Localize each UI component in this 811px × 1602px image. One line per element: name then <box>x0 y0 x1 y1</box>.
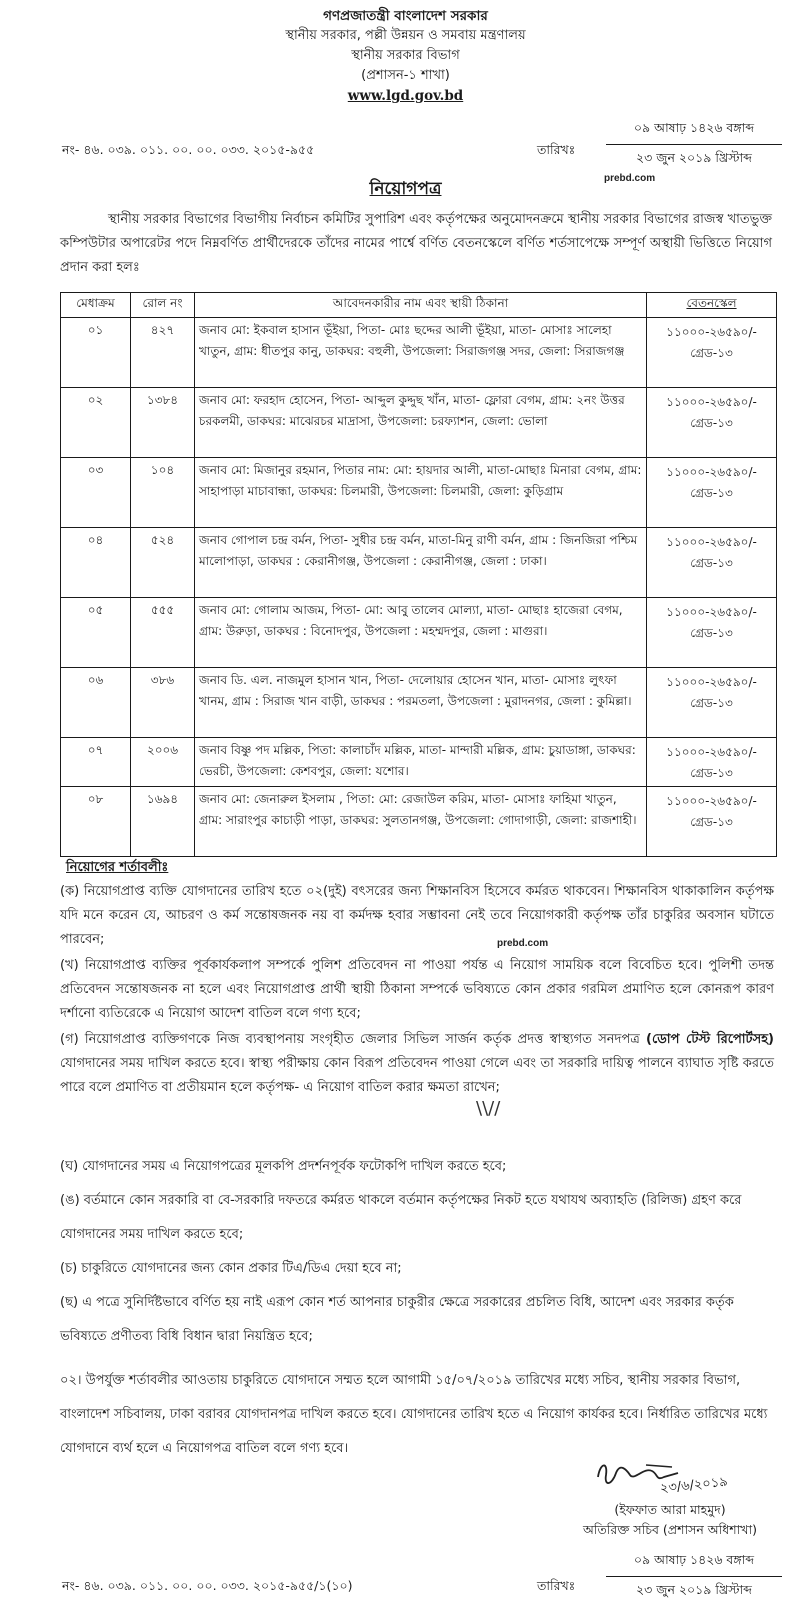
division-name: স্থানীয় সরকার বিভাগ <box>351 48 460 63</box>
details-cell: জনাব ডি. এল. নাজমুল হাসান খান, পিতা- দেলোয়ার হোসেন খান, মাতা- মোসাঃ লুৎফা খানম, গ্রাম : সিরাজ খান বাড়ী, ডাকঘর : পরমতলা, উপজেলা : মুরাদনগর, জেলা : কুমিল্লা। <box>195 668 647 738</box>
roll-cell: ১৬৯৪ <box>131 787 195 857</box>
merit-cell: ০৪ <box>61 528 131 598</box>
table-row <box>61 318 777 388</box>
table-row <box>61 787 777 857</box>
government-name: গণপ্রজাতন্ত্রী বাংলাদেশ সরকার <box>323 8 488 24</box>
condition-cha: (চ) চাকুরিতে যোগদানের জন্য কোন প্রকার টিএ/ডিএ দেয়া হবে না; <box>60 1261 402 1276</box>
table-row <box>61 738 777 787</box>
footer-date-bengali: ০৯ আষাঢ় ১৪২৬ বঙ্গাব্দ <box>606 1552 782 1577</box>
scale-text: ১১০০০-২৬৫৯০/- <box>666 745 757 759</box>
signatory-name: (ইফফাত আরা মাহমুদ) <box>614 1502 726 1517</box>
scale-text: ১১০০০-২৬৫৯০/- <box>666 535 757 549</box>
watermark-text: prebd.com <box>497 938 549 949</box>
details-cell: জনাব মো: ইকবাল হাসান ভূঁইয়া, পিতা- মোঃ ছদ্দের আলী ভূঁইয়া, মাতা- মোসাঃ সালেহা খাতুন, গ্রাম: ধীতপুর কানু, ডাকঘর: বহুলী, উপজেলা: সিরাজগঞ্জ সদর, জেলা: সিরাজগঞ্জ <box>195 318 647 388</box>
footer-issue-date <box>606 1552 782 1602</box>
column-header-pay-scale: বেতনস্কেল <box>647 293 777 318</box>
roll-cell: ৫৫৫ <box>131 598 195 668</box>
roll-cell: ৩৮৬ <box>131 668 195 738</box>
grade-text: গ্রেড-১৩ <box>690 696 733 710</box>
joining-instructions: ০২। উপর্যুক্ত শর্তাবলীর আওতায় চাকুরিতে যোগদানে সম্মত হলে আগামী ১৫/০৭/২০১৯ তারিখের মধ্যে সচিব, স্থানীয় সরকার বিভাগ, বাংলাদেশ সচিবালয়, ঢাকা বরাবর যোগদানপত্র দাখিল করতে হবে। যোগদানের তারিখ হতে এ নিয়োগ কার্যকর হবে। নির্ধারিত তারিখের মধ্যে যোগদানে ব্যর্থ হলে এ নিয়োগপত্র বাতিল বলে গণ্য হবে। <box>60 1373 768 1456</box>
roll-cell: ১৩৮৪ <box>131 388 195 458</box>
column-header-merit: মেধাক্রম <box>61 293 131 318</box>
date-bengali: ০৯ আষাঢ় ১৪২৬ বঙ্গাব্দ <box>606 120 782 145</box>
footer-date-label: তারিখঃ <box>537 1578 576 1593</box>
document-title: নিয়োগপত্র <box>369 179 442 199</box>
scale-text: ১১০০০-২৬৫৯০/- <box>666 325 757 339</box>
signature-date: ২৩/৬/২০১৯ <box>659 1474 729 1497</box>
pay-scale-cell <box>647 738 777 787</box>
pay-scale-cell <box>647 787 777 857</box>
table-row <box>61 458 777 528</box>
pay-scale-cell <box>647 598 777 668</box>
roll-cell: ৫২৪ <box>131 528 195 598</box>
condition-ga-text: (গ) নিয়োগপ্রাপ্ত ব্যক্তিগণকে নিজ ব্যবস্থাপনায় সংগৃহীত জেলার সিভিল সার্জন কর্তৃক প্রদত্ত স্বাস্থ্যগত সনদপত্র <box>60 1032 647 1047</box>
condition-gha: (ঘ) যোগদানের সময় এ নিয়োগপত্রের মূলকপি প্রদর্শনপূর্বক ফটোকপি দাখিল করতে হবে; <box>60 1159 507 1174</box>
grade-text: গ্রেড-১৩ <box>690 766 733 780</box>
details-cell: জনাব মো: মিজানুর রহমান, পিতার নাম: মো: হায়দার আলী, মাতা-মোছাঃ মিনারা বেগম, গ্রাম: সাহাপাড়া মাচাবান্ধা, ডাকঘর: চিলমারী, উপজেলা: চিলমারী, জেলা: কুড়িগ্রাম <box>195 458 647 528</box>
ministry-name: স্থানীয় সরকার, পল্লী উন্নয়ন ও সমবায় মন্ত্রণালয় <box>285 28 526 43</box>
merit-cell: ০৩ <box>61 458 131 528</box>
watermark-text: prebd.com <box>604 173 656 184</box>
merit-cell: ০৭ <box>61 738 131 787</box>
table-header-row <box>61 293 777 318</box>
pen-mark: \\// <box>476 1098 501 1119</box>
details-cell: জনাব মো: জেনারুল ইসলাম , পিতা: মো: রেজাউল করিম, মাতা- মোসাঃ ফাহিমা খাতুন, গ্রাম: সারাংপুর কাচাড়ী পাড়া, ডাকঘর: সুলতানগঞ্জ, উপজেলা: গোদাগাড়ী, জেলা: রাজশাহী। <box>195 787 647 857</box>
table-row <box>61 388 777 458</box>
table-row <box>61 598 777 668</box>
merit-cell: ০১ <box>61 318 131 388</box>
grade-text: গ্রেড-১৩ <box>690 486 733 500</box>
website-link[interactable]: www.lgd.gov.bd <box>347 88 464 104</box>
candidate-table <box>60 292 777 857</box>
signatory-designation: অতিরিক্ত সচিব (প্রশাসন অধিশাখা) <box>583 1522 757 1537</box>
column-header-name-address: আবেদনকারীর নাম এবং স্থায়ী ঠিকানা <box>195 293 647 318</box>
intro-paragraph: স্থানীয় সরকার বিভাগের বিভাগীয় নির্বাচন কমিটির সুপারিশ এবং কর্তৃপক্ষের অনুমোদনক্রমে স্থানীয় সরকার বিভাগের রাজস্ব খাতভুক্ত কম্পিউটার অপারেটর পদে নিম্নবর্ণিত প্রার্থীদেরকে তাঁদের নামের পার্শ্বে বর্ণিত বেতনস্কেলে বর্ণিত শর্তসাপেক্ষে সম্পূর্ণ অস্থায়ী ভিত্তিতে নিয়োগ প্রদান করা হলঃ <box>60 212 772 275</box>
condition-chha: (ছ) এ পত্রে সুনির্দিষ্টভাবে বর্ণিত হয় নাই এরূপ কোন শর্ত আপনার চাকুরীর ক্ষেত্রে সরকারের প্রচলিত বিধি, আদেশ এবং সরকার কর্তৃক ভবিষ্যতে প্রণীতব্য বিধি বিধান দ্বারা নিয়ন্ত্রিত হবে; <box>60 1295 734 1344</box>
roll-cell: ৪২৭ <box>131 318 195 388</box>
condition-kha: (খ) নিয়োগপ্রাপ্ত ব্যক্তির পূর্বকার্যকলাপ সম্পর্কে পুলিশ প্রতিবেদন না পাওয়া পর্যন্ত এ নিয়োগ সাময়িক বলে বিবেচিত হবে। পুলিশী তদন্ত প্রতিবেদন সন্তোষজনক না হলে এবং নিয়োগপ্রাপ্ত প্রার্থী স্থায়ী ঠিকানা সম্পর্কে ভবিষ্যতে কোন প্রকার গরমিল প্রমাণিত হলে কোনরূপ কারণ দর্শানো ব্যতিরেকে এ নিয়োগ আদেশ বাতিল বলে গণ্য হবে; <box>60 958 774 1021</box>
pay-scale-cell <box>647 458 777 528</box>
scale-text: ১১০০০-২৬৫৯০/- <box>666 605 757 619</box>
date-label: তারিখঃ <box>537 142 576 157</box>
pay-scale-cell <box>647 318 777 388</box>
memo-number: নং- ৪৬. ০৩৯. ০১১. ০০. ০০. ০৩৩. ২০১৫-৯৫৫ <box>62 142 315 157</box>
merit-cell: ০২ <box>61 388 131 458</box>
scale-text: ১১০০০-২৬৫৯০/- <box>666 675 757 689</box>
roll-cell: ১০৪ <box>131 458 195 528</box>
table-row <box>61 528 777 598</box>
roll-cell: ২০০৬ <box>131 738 195 787</box>
table-row <box>61 668 777 738</box>
grade-text: গ্রেড-১৩ <box>690 556 733 570</box>
footer-memo-number: নং- ৪৬. ০৩৯. ০১১. ০০. ০০. ০৩৩. ২০১৫-৯৫৫/১(১০) <box>62 1578 353 1593</box>
merit-cell: ০৬ <box>61 668 131 738</box>
grade-text: গ্রেড-১৩ <box>690 346 733 360</box>
pay-scale-cell <box>647 528 777 598</box>
scale-text: ১১০০০-২৬৫৯০/- <box>666 395 757 409</box>
details-cell: জনাব মো: ফরহাদ হোসেন, পিতা- আব্দুল কুদ্দুছ খাঁন, মাতা- ফ্লোরা বেগম, গ্রাম: ২নং উত্তর চরকলমী, ডাকঘর: মাঝেরচর মাদ্রাসা, উপজেলা: চরফ্যাশন, জেলা: ভোলা <box>195 388 647 458</box>
condition-uma: (ঙ) বর্তমানে কোন সরকারি বা বে-সরকারি দফতরে কর্মরত থাকলে বর্তমান কর্তৃপক্ষের নিকট হতে যথাযথ অব্যাহতি (রিলিজ) গ্রহণ করে যোগদানের সময় দাখিল করতে হবে; <box>60 1193 742 1242</box>
grade-text: গ্রেড-১৩ <box>690 416 733 430</box>
column-header-roll: রোল নং <box>131 293 195 318</box>
date-gregorian: ২৩ জুন ২০১৯ খ্রিস্টাব্দ <box>636 150 752 165</box>
merit-cell: ০৮ <box>61 787 131 857</box>
details-cell: জনাব মো: গোলাম আজম, পিতা- মো: আবু তালেব মোল্যা, মাতা- মোছাঃ হাজেরা বেগম, গ্রাম: উরুড়া, ডাকঘর : বিনোদপুর, উপজেলা : মহম্মদপুর, জেলা : মাগুরা। <box>195 598 647 668</box>
condition-ga-text-cont: যোগদানের সময় দাখিল করতে হবে। স্বাস্থ্য পরীক্ষায় কোন বিরূপ প্রতিবেদন পাওয়া গেলে এবং তা সরকারি দায়িত্ব পালনে ব্যাঘাত সৃষ্টি করতে পারে বলে প্রমাণিত বা প্রতীয়মান হলে কর্তৃপক্ষ- এ নিয়োগ বাতিল করার ক্ষমতা রাখেন; <box>60 1056 774 1095</box>
grade-text: গ্রেড-১৩ <box>690 815 733 829</box>
merit-cell: ০৫ <box>61 598 131 668</box>
details-cell: জনাব গোপাল চন্দ্র বর্মন, পিতা- সুধীর চন্দ্র বর্মন, মাতা-মিনু রাণী বর্মন, গ্রাম : জিনজিরা পশ্চিম মালোপাড়া, ডাকঘর : কেরানীগঞ্জ, উপজেলা : কেরানীগঞ্জ, জেলা : ঢাকা। <box>195 528 647 598</box>
pay-scale-cell <box>647 668 777 738</box>
scale-text: ১১০০০-২৬৫৯০/- <box>666 794 757 808</box>
condition-ga <box>60 1028 774 1100</box>
issue-date <box>606 120 782 170</box>
branch-name: (প্রশাসন-১ শাখা) <box>361 68 450 83</box>
dope-test-note: (ডোপ টেস্ট রিপোর্টসহ) <box>646 1032 774 1047</box>
letterhead <box>0 6 811 106</box>
details-cell: জনাব বিষ্ণু পদ মল্লিক, পিতা: কালাচাঁদ মল্লিক, মাতা- মান্দারী মল্লিক, গ্রাম: চুয়াডাঙ্গা, ডাকঘর: ভেরচী, উপজেলা: কেশবপুর, জেলা: যশোর। <box>195 738 647 787</box>
scale-text: ১১০০০-২৬৫৯০/- <box>666 465 757 479</box>
footer-date-gregorian: ২৩ জুন ২০১৯ খ্রিস্টাব্দ <box>636 1582 752 1597</box>
conditions-heading: নিয়োগের শর্তাবলীঃ <box>66 860 169 875</box>
pay-scale-cell <box>647 388 777 458</box>
condition-ka: (ক) নিয়োগপ্রাপ্ত ব্যক্তি যোগদানের তারিখ হতে ০২(দুই) বৎসরের জন্য শিক্ষানবিস হিসেবে কর্মরত থাকবেন। শিক্ষানবিস থাকাকালিন কর্তৃপক্ষ যদি মনে করেন যে, আচরণ ও কর্ম সন্তোষজনক নয় বা কর্মদক্ষ হবার সম্ভাবনা নেই তবে নিয়োগকারী কর্তৃপক্ষ তাঁর চাকুরির অবসান ঘটাতে পারবেন; <box>60 884 774 947</box>
grade-text: গ্রেড-১৩ <box>690 626 733 640</box>
